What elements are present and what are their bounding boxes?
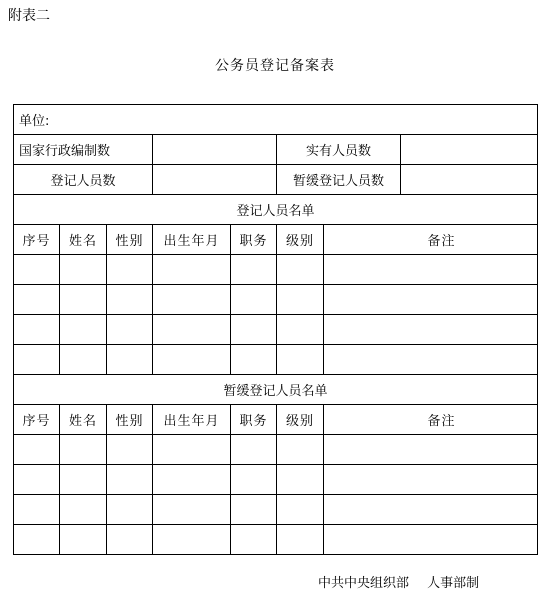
- column-header-serial: 序号: [14, 225, 60, 255]
- table-cell[interactable]: [324, 495, 538, 525]
- table-cell[interactable]: [277, 285, 324, 315]
- table-cell[interactable]: [231, 255, 277, 285]
- staffing-quota-label: 国家行政编制数: [14, 135, 153, 165]
- column-header-birth-date: 出生年月: [153, 405, 231, 435]
- table-cell[interactable]: [14, 495, 60, 525]
- table-row: [14, 255, 538, 285]
- table-cell[interactable]: [277, 465, 324, 495]
- table-cell[interactable]: [60, 255, 107, 285]
- table-cell[interactable]: [153, 255, 231, 285]
- table-cell[interactable]: [107, 465, 153, 495]
- actual-staff-label: 实有人员数: [277, 135, 401, 164]
- registered-count-label: 登记人员数: [14, 165, 153, 195]
- deferred-section-header: [14, 375, 538, 405]
- table-cell[interactable]: [324, 255, 538, 285]
- table-cell[interactable]: [153, 315, 231, 345]
- column-header-position: 职务: [231, 405, 277, 435]
- table-cell[interactable]: [60, 345, 107, 375]
- table-row: [14, 465, 538, 495]
- table-cell[interactable]: [60, 525, 107, 555]
- table-cell[interactable]: [231, 465, 277, 495]
- table-cell[interactable]: [324, 465, 538, 495]
- deferred-section-title: 暂缓登记人员名单: [14, 375, 538, 405]
- table-cell[interactable]: [277, 495, 324, 525]
- table-cell[interactable]: [107, 525, 153, 555]
- deferred-count-value[interactable]: [401, 165, 537, 194]
- column-header-gender: 性别: [107, 405, 153, 435]
- table-cell[interactable]: [153, 495, 231, 525]
- unit-label: 单位:: [14, 105, 538, 135]
- issuer-org-personnel-ministry: 人事部制: [427, 576, 480, 591]
- table-cell[interactable]: [153, 285, 231, 315]
- attachment-label: 附表二: [8, 8, 50, 24]
- table-cell[interactable]: [231, 345, 277, 375]
- staffing-quota-value[interactable]: [153, 135, 277, 165]
- table-row: [14, 495, 538, 525]
- table-cell[interactable]: [14, 525, 60, 555]
- table-cell[interactable]: [14, 345, 60, 375]
- deferred-column-headers: [14, 405, 538, 435]
- table-cell[interactable]: [277, 435, 324, 465]
- table-cell[interactable]: [324, 345, 538, 375]
- issuer-footer: [318, 576, 479, 592]
- table-cell[interactable]: [60, 465, 107, 495]
- unit-row: [14, 105, 538, 135]
- table-cell[interactable]: [277, 315, 324, 345]
- table-cell[interactable]: [324, 525, 538, 555]
- column-header-gender: 性别: [107, 225, 153, 255]
- column-header-remarks: 备注: [324, 405, 538, 435]
- issuer-org-organization-dept: 中共中央组织部: [318, 576, 410, 591]
- table-cell[interactable]: [324, 285, 538, 315]
- table-cell[interactable]: [107, 345, 153, 375]
- table-cell[interactable]: [107, 495, 153, 525]
- table-cell[interactable]: [60, 435, 107, 465]
- column-header-birth-date: 出生年月: [153, 225, 231, 255]
- table-cell[interactable]: [107, 285, 153, 315]
- deferred-count-label: 暂缓登记人员数: [277, 165, 401, 194]
- column-header-name: 姓名: [60, 405, 107, 435]
- table-cell[interactable]: [231, 495, 277, 525]
- form-title: 公务员登记备案表: [215, 58, 335, 74]
- table-row: [14, 315, 538, 345]
- registered-section-title: 登记人员名单: [14, 195, 538, 225]
- registered-count-value[interactable]: [153, 165, 277, 195]
- table-cell[interactable]: [153, 435, 231, 465]
- table-cell[interactable]: [107, 315, 153, 345]
- staffing-row: [14, 135, 538, 165]
- table-cell[interactable]: [153, 465, 231, 495]
- table-row: [14, 435, 538, 465]
- table-cell[interactable]: [14, 435, 60, 465]
- table-row: [14, 525, 538, 555]
- column-header-position: 职务: [231, 225, 277, 255]
- table-cell[interactable]: [14, 315, 60, 345]
- table-cell[interactable]: [231, 285, 277, 315]
- table-cell[interactable]: [107, 255, 153, 285]
- column-header-rank: 级别: [277, 225, 324, 255]
- table-row: [14, 345, 538, 375]
- actual-staff-value[interactable]: [401, 135, 537, 164]
- table-cell[interactable]: [153, 525, 231, 555]
- table-cell[interactable]: [14, 285, 60, 315]
- table-cell[interactable]: [14, 255, 60, 285]
- registration-form-table: [13, 104, 538, 555]
- table-cell[interactable]: [277, 345, 324, 375]
- table-cell[interactable]: [277, 525, 324, 555]
- table-cell[interactable]: [231, 525, 277, 555]
- table-cell[interactable]: [324, 315, 538, 345]
- registered-column-headers: [14, 225, 538, 255]
- column-header-name: 姓名: [60, 225, 107, 255]
- table-cell[interactable]: [60, 285, 107, 315]
- count-row: [14, 165, 538, 195]
- table-cell[interactable]: [107, 435, 153, 465]
- table-cell[interactable]: [14, 465, 60, 495]
- column-header-rank: 级别: [277, 405, 324, 435]
- registered-section-header: [14, 195, 538, 225]
- table-cell[interactable]: [60, 495, 107, 525]
- column-header-remarks: 备注: [324, 225, 538, 255]
- table-cell[interactable]: [277, 255, 324, 285]
- table-row: [14, 285, 538, 315]
- table-cell[interactable]: [324, 435, 538, 465]
- deferred-count-split: [277, 165, 538, 195]
- actual-staff-split: [277, 135, 538, 165]
- table-cell[interactable]: [60, 315, 107, 345]
- table-cell[interactable]: [231, 315, 277, 345]
- table-cell[interactable]: [153, 345, 231, 375]
- column-header-serial: 序号: [14, 405, 60, 435]
- table-cell[interactable]: [231, 435, 277, 465]
